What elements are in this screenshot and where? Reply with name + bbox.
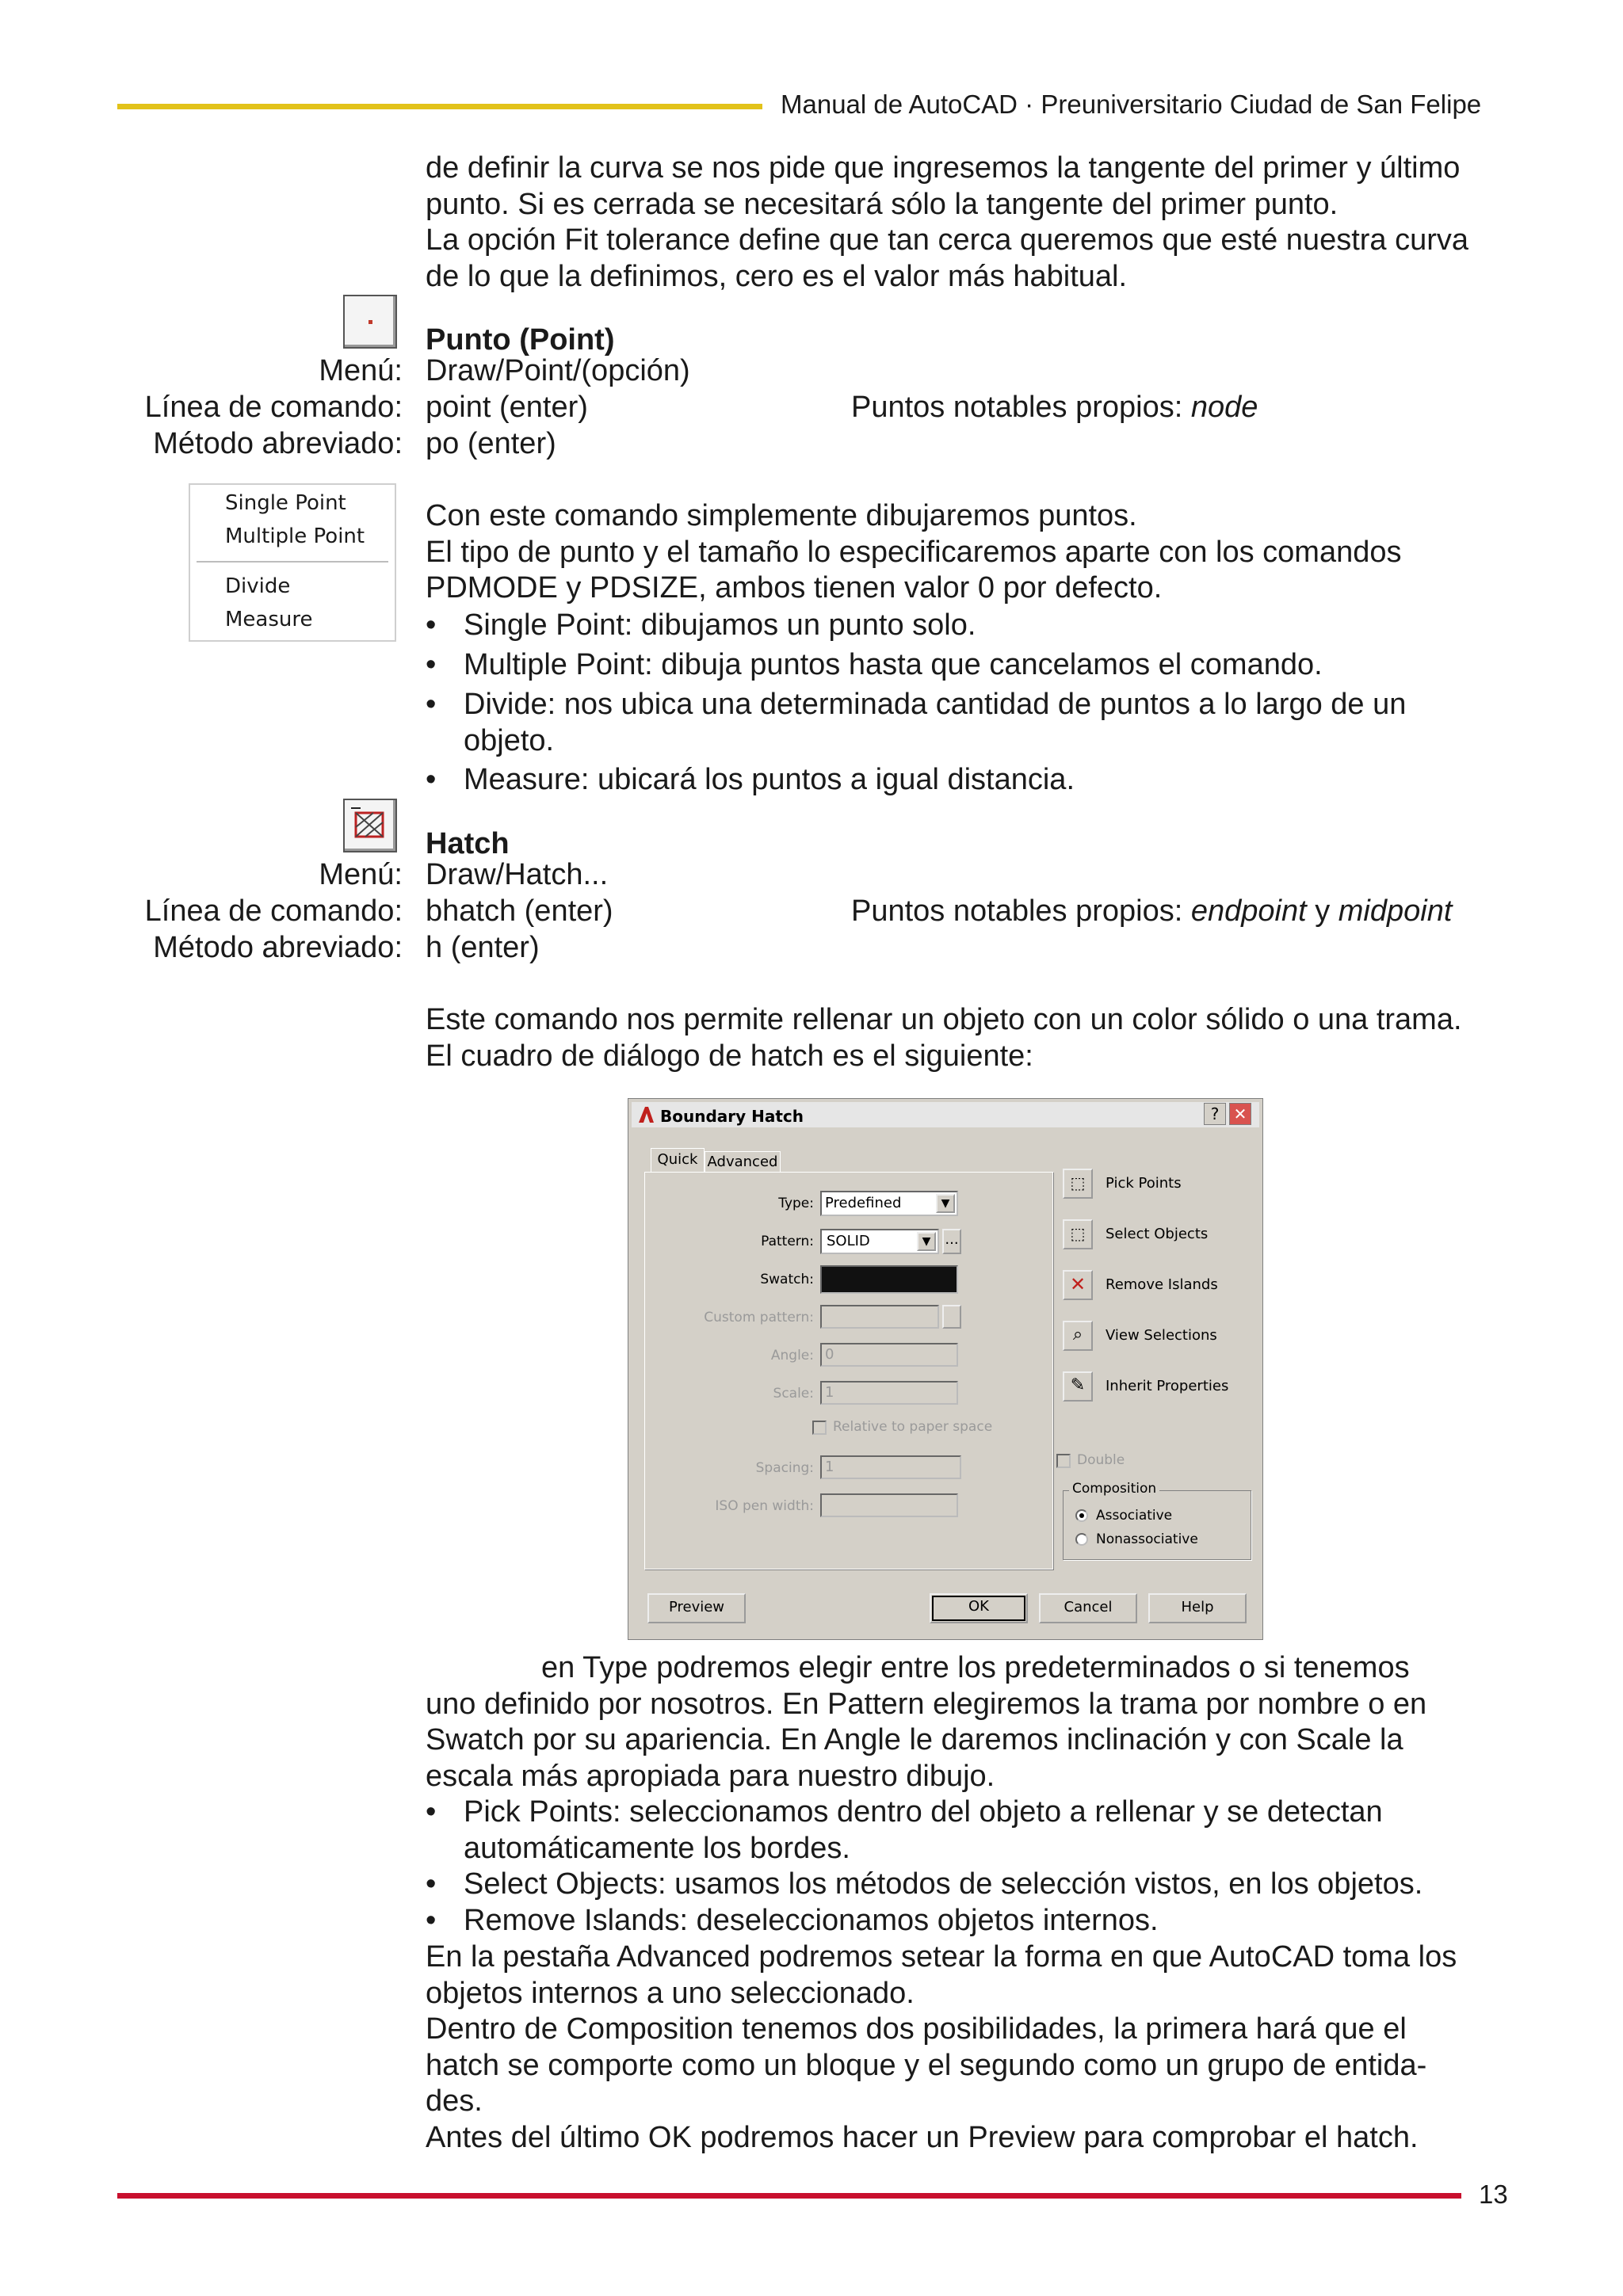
iso-pen-width-label: ISO pen width: xyxy=(715,1498,814,1514)
bullet-text: objeto. xyxy=(464,723,555,757)
text-line: Este comando nos permite rellenar un objeto con un color sólido o una trama. xyxy=(426,1003,1462,1036)
swatch-label: Swatch: xyxy=(760,1272,814,1287)
brush-icon: ✎ xyxy=(1063,1371,1093,1402)
dialog-titlebar xyxy=(632,1102,1259,1127)
footer-rule xyxy=(117,2193,1461,2199)
nonassociative-radio[interactable] xyxy=(1075,1533,1088,1546)
bullet-item: • Divide: nos ubica una determinada cantidad de puntos a lo largo de un objeto. xyxy=(426,687,1487,759)
cancel-button[interactable]: Cancel xyxy=(1039,1593,1137,1623)
bullet-text: Remove Islands: deseleccionamos objetos internos. xyxy=(464,1904,1159,1937)
menu-separator xyxy=(197,561,388,563)
scale-label: Scale: xyxy=(773,1386,814,1402)
preview-button[interactable]: Preview xyxy=(647,1593,746,1623)
help-icon[interactable]: ? xyxy=(1204,1103,1226,1125)
abbreviation-value: h (enter) xyxy=(426,931,540,964)
header-title: Manual de AutoCAD · Preuniversitario Ciudad de San Felipe xyxy=(781,90,1482,119)
pick-points-icon: ⬚ xyxy=(1063,1169,1093,1199)
scale-value: 1 xyxy=(825,1384,834,1401)
magnifier-icon: ⌕ xyxy=(1063,1321,1093,1351)
boundary-hatch-dialog xyxy=(628,1098,1263,1640)
snap-value: endpoint xyxy=(1190,894,1307,928)
text-line: Con este comando simplemente dibujaremos puntos. xyxy=(426,499,1137,532)
snap-value: node xyxy=(1190,391,1258,424)
bullet-text: Divide: nos ubica una determinada cantidad de puntos a lo largo de un xyxy=(464,688,1407,721)
text-line: El cuadro de diálogo de hatch es el siguiente: xyxy=(426,1039,1033,1073)
help-button[interactable]: Help xyxy=(1148,1593,1247,1623)
iso-pen-width-select xyxy=(820,1493,958,1517)
text-line: Dentro de Composition tenemos dos posibilidades, la primera hará que el xyxy=(426,2012,1407,2046)
bullet-item: • Remove Islands: deseleccionamos objetos internos. xyxy=(426,1903,1487,1939)
pick-points-label: Pick Points xyxy=(1106,1175,1182,1192)
remove-islands-icon: ✕ xyxy=(1063,1270,1093,1300)
angle-select xyxy=(820,1343,958,1367)
text-line: objetos internos a uno seleccionado. xyxy=(426,1976,915,2010)
hatch-section-title: Hatch xyxy=(426,827,510,860)
dialog-title: Boundary Hatch xyxy=(660,1107,804,1126)
page-number: 13 xyxy=(1479,2180,1508,2209)
pick-points-button[interactable] xyxy=(1053,1169,1259,1200)
point-body xyxy=(426,498,1487,607)
menu-value: Draw/Point/(opción) xyxy=(426,354,690,387)
menu-label: Menú: xyxy=(319,858,403,891)
pattern-label: Pattern: xyxy=(761,1234,814,1249)
menu-label: Menú: xyxy=(319,354,403,387)
chevron-down-icon[interactable]: ▼ xyxy=(917,1232,936,1251)
hatch-body xyxy=(426,1002,1487,1074)
custom-pattern-select xyxy=(820,1305,939,1329)
select-objects-label: Select Objects xyxy=(1106,1226,1209,1242)
relative-checkbox xyxy=(812,1421,827,1435)
command-value: point (enter) xyxy=(426,391,588,424)
bullet-item: • Pick Points: seleccionamos dentro del objeto a rellenar y se detectan automáticamente los bordes. xyxy=(426,1794,1487,1867)
inherit-properties-label: Inherit Properties xyxy=(1106,1378,1229,1394)
pattern-browse-button[interactable]: ... xyxy=(942,1229,961,1254)
angle-value: 0 xyxy=(825,1346,834,1363)
header-rule xyxy=(117,104,762,109)
bullet-item: • Select Objects: usamos los métodos de selección vistos, en los objetos. xyxy=(426,1867,1487,1903)
text-line: des. xyxy=(426,2084,483,2118)
bullet-text: Measure: ubicará los puntos a igual distancia. xyxy=(464,763,1075,796)
text-line: de lo que la definimos, cero es el valor más habitual. xyxy=(426,259,1128,293)
view-selections-button[interactable] xyxy=(1053,1321,1259,1352)
spacing-value: 1 xyxy=(825,1459,834,1475)
point-section-title: Punto (Point) xyxy=(426,323,615,357)
tab-advanced[interactable]: Advanced xyxy=(705,1151,781,1173)
bullet-text: Pick Points: seleccionamos dentro del objeto a rellenar y se detectan xyxy=(464,1795,1383,1829)
view-selections-label: View Selections xyxy=(1106,1327,1217,1344)
menu-item-single-point[interactable]: Single Point xyxy=(225,491,346,515)
bullet-text: Single Point: dibujamos un punto solo. xyxy=(464,608,976,642)
bullet-item: • Measure: ubicará los puntos a igual distancia. xyxy=(426,762,1487,799)
pattern-select[interactable] xyxy=(820,1229,939,1254)
associative-label: Associative xyxy=(1096,1508,1173,1524)
text-line: PDMODE y PDSIZE, ambos tienen valor 0 por defecto. xyxy=(426,571,1163,605)
point-submenu xyxy=(189,483,396,642)
point-tool-icon xyxy=(343,295,397,349)
composition-group xyxy=(1063,1490,1251,1560)
abbreviation-label: Método abreviado: xyxy=(153,931,403,964)
command-value: bhatch (enter) xyxy=(426,894,613,928)
abbreviation-label: Método abreviado: xyxy=(153,427,403,460)
double-label: Double xyxy=(1077,1452,1125,1468)
text-line: en Type podremos elegir entre los predeterminados o si tenemos xyxy=(541,1651,1410,1684)
text-line: La opción Fit tolerance define que tan cerca queremos que esté nuestra curva xyxy=(426,223,1469,257)
menu-value: Draw/Hatch... xyxy=(426,858,609,891)
snap-points xyxy=(851,894,1452,929)
autocad-logo-icon xyxy=(636,1105,655,1124)
pattern-value: SOLID xyxy=(827,1233,870,1249)
nonassociative-label: Nonassociative xyxy=(1096,1531,1198,1547)
swatch-preview[interactable] xyxy=(820,1265,958,1294)
remove-islands-button[interactable] xyxy=(1053,1270,1259,1302)
spacing-input xyxy=(820,1455,961,1479)
angle-label: Angle: xyxy=(770,1348,814,1363)
closing-paragraph xyxy=(426,1939,1487,2156)
abbreviation-value: po (enter) xyxy=(426,427,556,460)
intro-paragraph xyxy=(426,151,1487,295)
inherit-properties-button[interactable] xyxy=(1053,1371,1259,1403)
snap-value: midpoint xyxy=(1338,894,1453,928)
snap-prefix: Puntos notables propios: xyxy=(851,894,1191,928)
menu-item-measure[interactable]: Measure xyxy=(225,608,313,631)
text-line: El tipo de punto y el tamaño lo especificaremos aparte con los comandos xyxy=(426,535,1402,569)
snap-prefix: Puntos notables propios: xyxy=(851,391,1191,424)
type-select[interactable] xyxy=(820,1191,958,1216)
text-line: hatch se comporte como un bloque y el segundo como un grupo de entida- xyxy=(426,2048,1427,2082)
bullet-text: Select Objects: usamos los métodos de selección vistos, en los objetos. xyxy=(464,1867,1423,1901)
chevron-down-icon[interactable]: ▼ xyxy=(936,1194,955,1213)
select-objects-icon: ⬚ xyxy=(1063,1219,1093,1249)
custom-pattern-label: Custom pattern: xyxy=(704,1310,814,1325)
menu-item-divide[interactable]: Divide xyxy=(225,574,291,598)
text-line: de definir la curva se nos pide que ingresemos la tangente del primer y último xyxy=(426,151,1461,185)
bullet-text: automáticamente los bordes. xyxy=(464,1831,850,1865)
type-label: Type: xyxy=(778,1196,814,1211)
text-line: En la pestaña Advanced podremos setear la forma en que AutoCAD toma los xyxy=(426,1940,1457,1974)
bullet-text: Multiple Point: dibuja puntos hasta que cancelamos el comando. xyxy=(464,648,1323,681)
snap-joiner: y xyxy=(1306,894,1338,928)
relative-label: Relative to paper space xyxy=(833,1419,993,1435)
remove-islands-label: Remove Islands xyxy=(1106,1276,1218,1293)
custom-pattern-browse xyxy=(942,1305,961,1329)
snap-points xyxy=(851,390,1258,425)
select-objects-button[interactable] xyxy=(1053,1219,1259,1251)
text-line: punto. Si es cerrada se necesitará sólo la tangente del primer punto. xyxy=(426,187,1338,221)
bullet-item: • Single Point: dibujamos un punto solo. xyxy=(426,608,1487,644)
command-label: Línea de comando: xyxy=(144,391,403,424)
text-line: uno definido por nosotros. En Pattern elegiremos la trama por nombre o en xyxy=(426,1687,1427,1721)
text-line: Antes del último OK podremos hacer un Preview para comprobar el hatch. xyxy=(426,2120,1419,2154)
close-icon[interactable]: ✕ xyxy=(1229,1103,1251,1125)
text-line: Swatch por su apariencia. En Angle le daremos inclinación y con Scale la xyxy=(426,1723,1403,1756)
double-checkbox xyxy=(1056,1454,1071,1468)
associative-radio[interactable] xyxy=(1075,1509,1088,1522)
composition-label: Composition xyxy=(1069,1481,1159,1497)
tab-quick[interactable]: Quick xyxy=(651,1148,705,1173)
command-label: Línea de comando: xyxy=(144,894,403,928)
scale-select xyxy=(820,1381,958,1405)
hatch-tool-icon xyxy=(343,799,397,852)
spacing-label: Spacing: xyxy=(755,1460,814,1476)
bullet-item: • Multiple Point: dibuja puntos hasta que cancelamos el comando. xyxy=(426,647,1487,684)
menu-item-multiple-point[interactable]: Multiple Point xyxy=(225,524,365,548)
type-value: Predefined xyxy=(825,1195,902,1211)
ok-button[interactable]: OK xyxy=(930,1593,1028,1623)
after-dialog-paragraph xyxy=(426,1650,1487,1794)
text-line: escala más apropiada para nuestro dibujo. xyxy=(426,1759,995,1793)
